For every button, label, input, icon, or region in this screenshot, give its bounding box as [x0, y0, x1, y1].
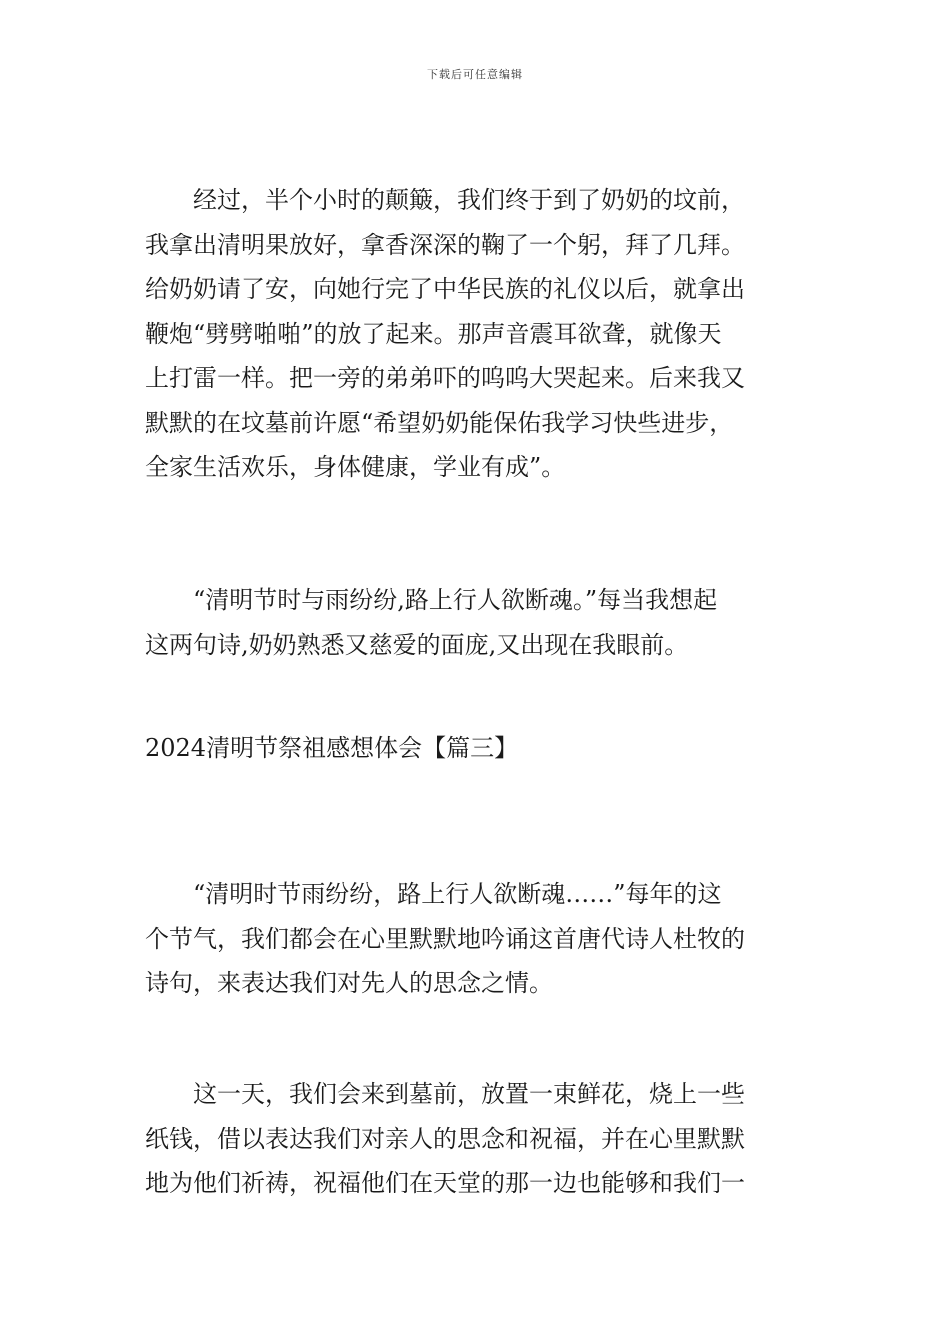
text-line: 给奶奶请了安，向她行完了中华民族的礼仪以后，就拿出 — [145, 275, 745, 303]
paragraph-3 — [145, 872, 810, 1006]
text-line: 地为他们祈祷，祝福他们在天堂的那一边也能够和我们一 — [145, 1169, 745, 1197]
page-header: 下载后可任意编辑 — [427, 68, 523, 81]
text-line: 诗句，来表达我们对先人的思念之情。 — [145, 969, 553, 997]
text-line: 经过，半个小时的颠簸，我们终于到了奶奶的坟前， — [193, 186, 745, 214]
text-line: 默默的在坟墓前许愿“希望奶奶能保佑我学习快些进步， — [145, 408, 734, 437]
text-line: 我拿出清明果放好，拿香深深的鞠了一个躬，拜了几拜。 — [145, 230, 745, 259]
text-line: 这两句诗,奶奶熟悉又慈爱的面庞,又出现在我眼前。 — [145, 630, 689, 659]
paragraph-2 — [145, 578, 810, 667]
paragraph-1 — [145, 178, 810, 490]
text-line: 全家生活欢乐，身体健康，学业有成”。 — [145, 453, 566, 481]
text-line: 鞭炮“劈劈啪啪”的放了起来。那声音震耳欲聋，就像天 — [145, 319, 722, 348]
section-heading: 2024清明节祭祖感想体会【篇三】 — [145, 734, 519, 762]
text-line: 这一天，我们会来到墓前，放置一束鲜花，烧上一些 — [193, 1080, 745, 1108]
paragraph-4 — [145, 1072, 810, 1206]
text-line: 纸钱，借以表达我们对亲人的思念和祝福，并在心里默默 — [145, 1124, 745, 1153]
text-line: 个节气，我们都会在心里默默地吟诵这首唐代诗人杜牧的 — [145, 924, 745, 953]
text-line: 上打雷一样。把一旁的弟弟吓的呜呜大哭起来。后来我又 — [145, 364, 745, 392]
text-line: “清明节时与雨纷纷,路上行人欲断魂。”每当我想起 — [193, 586, 718, 614]
text-line: “清明时节雨纷纷，路上行人欲断魂……”每年的这 — [193, 880, 722, 908]
